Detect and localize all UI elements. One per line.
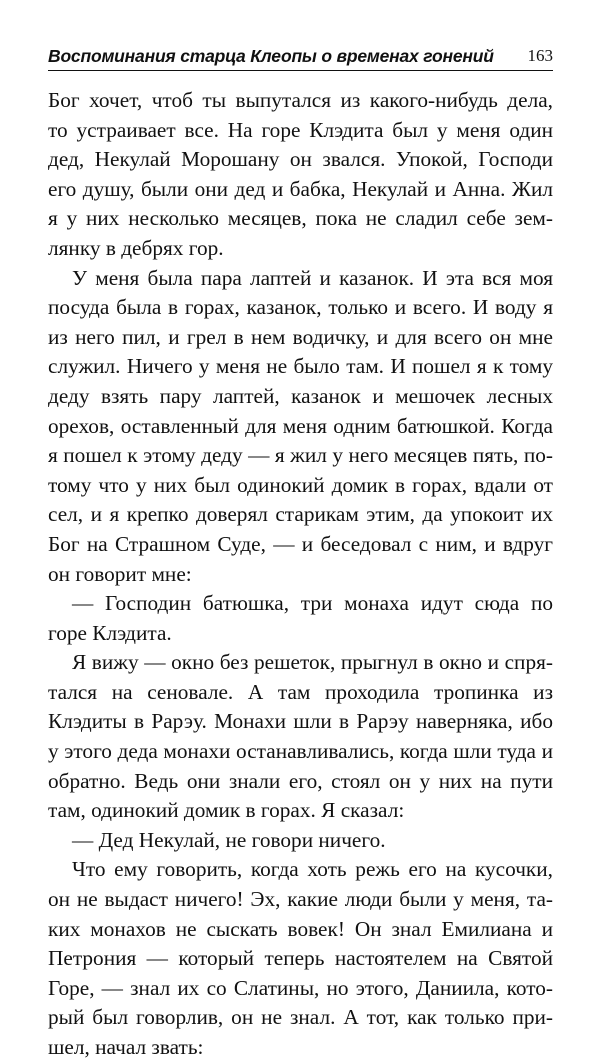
text-line: Бог на Страшном Суде, — и беседовал с ним, и вдруг <box>48 531 553 556</box>
text-line: он говорит мне: <box>48 561 192 586</box>
text-line: Горе, — знал их со Слатины, но этого, Даниила, кото- <box>48 975 553 1000</box>
page-header <box>48 44 553 71</box>
text-line: Я вижу — окно без решеток, прыгнул в окно и спря- <box>72 650 553 675</box>
text-line: У меня была пара лаптей и казанок. И эта вся моя <box>72 265 553 290</box>
text-line: там, одинокий домик в горах. Я сказал: <box>48 798 405 823</box>
text-line: деду взять пару лаптей, казанок и мешочек лесных <box>48 383 553 408</box>
text-line: — Господин батюшка, три монаха идут сюда по <box>72 591 553 616</box>
text-line: то устраивает все. На горе Клэдита был у меня один <box>48 117 553 142</box>
text-line: тому что у них был одинокий домик в горах, вдали от <box>48 472 553 497</box>
running-head: Воспоминания старца Клеопы о временах гонений <box>48 46 494 66</box>
text-line: горе Клэдита. <box>48 620 172 645</box>
text-line: Клэдиты в Рарэу. Монахи шли в Рарэу наверняка, ибо <box>48 709 553 734</box>
text-line: я пошел к этому деду — я жил у него месяцев пять, по- <box>48 443 553 468</box>
text-line: ких монахов не сыскать вовек! Он знал Емилиана и <box>48 916 553 941</box>
text-line: лянку в дебрях гор. <box>48 235 224 260</box>
text-line: шел, начал звать: <box>48 1035 204 1059</box>
body-text <box>48 86 553 1063</box>
text-line: обратно. Ведь они знали его, стоял он у них на пути <box>48 768 553 793</box>
text-line: посуда была в горах, казанок, только и всего. И воду я <box>48 295 553 320</box>
text-line: служил. Ничего у меня не было там. И пошел я к тому <box>48 354 553 379</box>
text-line: его душу, были они дед и бабка, Некулай и Анна. Жил <box>48 176 553 201</box>
text-line: орехов, оставленный для меня одним батюшкой. Когда <box>48 413 553 438</box>
text-line: сел, и я крепко доверял старикам этим, да упокоит их <box>48 502 553 527</box>
text-line: Петрония — который теперь настоятелем на Святой <box>48 946 553 971</box>
text-line: из него пил, и грел в нем водичку, и для всего он мне <box>48 324 553 349</box>
text-line: Что ему говорить, когда хоть режь его на кусочки, <box>72 857 553 882</box>
text-line: он не выдаст ничего! Эх, какие люди были у меня, та- <box>48 887 553 912</box>
page-number: 163 <box>527 46 553 65</box>
text-line: дед, Некулай Морошану он звался. Упокой, Господи <box>48 147 553 172</box>
text-line: Бог хочет, чтоб ты выпутался из какого-нибудь дела, <box>48 88 553 112</box>
text-line: — Дед Некулай, не говори ничего. <box>72 827 386 852</box>
text-line: у этого деда монахи останавливались, когда шли туда и <box>48 739 553 764</box>
text-line: я у них несколько месяцев, пока не сладил себе зем- <box>48 206 553 231</box>
text-line: тался на сеновале. А там проходила тропинка из <box>48 679 553 704</box>
text-line: рый был говорлив, он не знал. А тот, как только при- <box>48 1005 553 1030</box>
